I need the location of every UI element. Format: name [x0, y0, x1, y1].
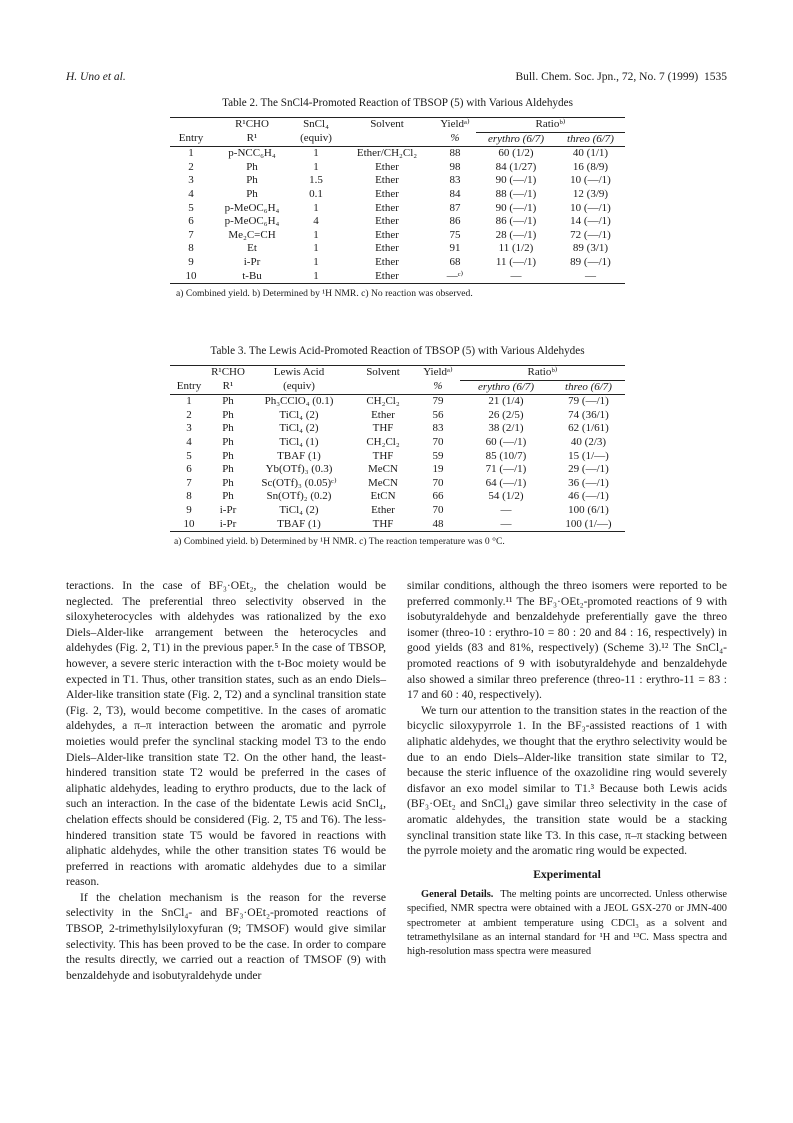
table-cell: 46 (—/1) — [568, 490, 609, 503]
table-cell: 1 — [313, 147, 319, 160]
table-cell: 100 (6/1) — [568, 503, 609, 516]
table-cell: Ether — [375, 228, 399, 241]
table-row — [170, 229, 625, 243]
table-cell: 0.1 — [309, 187, 323, 200]
table-header-cell: (equiv) — [292, 132, 340, 147]
table-cell: 1 — [186, 395, 192, 408]
table-row — [170, 409, 625, 423]
table-cell: 72 (—/1) — [570, 228, 611, 241]
experimental-paragraph — [407, 888, 727, 959]
body-paragraph: We turn our attention to the transition states in the reaction of the bicyclic siloxypyrrole 1. In the BF₃-assisted reactions of 1 with aliphatic aldehydes, we thought that the erythro selectivity would be due to an endo Diels–Alder-like transition state similar to T2, because the steric influence of the oxazolidine ring would severely disfavor an exo model similar to T1.³ Because both Lewis acids (BF₃·OEt₂ and SnCl₄) gave similar threo selectivity in the case of aromatic aldehydes, the transition state would be a stacking synclinal transition state like T3. In this case, π–π stacking between the pyrrole moiety and the aromatic ring would be expected. — [407, 703, 727, 858]
table-cell: TiCl₄ (2) — [279, 503, 319, 516]
table-cell: THF — [350, 518, 416, 532]
table-cell: — — [556, 270, 625, 284]
table-cell: 88 — [449, 147, 461, 160]
table-cell: 86 (—/1) — [495, 215, 537, 228]
table-header-cell: Ratioᵇ⁾ — [460, 366, 625, 381]
table-cell: 84 — [449, 187, 461, 200]
table-2-header-row — [170, 132, 625, 147]
table-cell: 36 (—/1) — [568, 476, 609, 489]
table-cell: Ph₃CClO₄ (0.1) — [264, 395, 334, 408]
table-cell: Ph — [222, 435, 234, 448]
table-cell: 1 — [313, 160, 319, 173]
table-header-cell: erythro (6/7) — [476, 132, 556, 147]
table-cell: MeCN — [368, 476, 398, 489]
running-head-authors: H. Uno et al. — [66, 71, 126, 83]
table-cell: 75 — [449, 228, 461, 241]
table-cell: 90 (—/1) — [495, 201, 537, 214]
table-cell: Ph — [222, 476, 234, 489]
table-cell: CH₂Cl₂ — [366, 435, 400, 448]
table-cell: 21 (1/4) — [488, 395, 524, 408]
table-cell: 1 — [313, 228, 319, 241]
table-header-cell: R¹ — [212, 132, 292, 147]
table-cell: 11 (—/1) — [495, 255, 537, 268]
table-cell: 4 — [188, 187, 194, 200]
table-cell: 1 — [313, 242, 319, 255]
table-header-cell: Entry — [170, 132, 212, 147]
table-cell: TBAF (1) — [248, 518, 350, 532]
body-paragraph: teractions. In the case of BF₃·OEt₂, the chelation would be neglected. The preferential threo selectivity observed in the siloxyheterocycles with aldehydes was rationalized by the exo Diels–Alder-like arrangement between the heterocycles and aldehydes (Fig. 2, T1) in the previous paper.⁵ In the case of TBSOP, however, a severe steric interaction with the t-Boc moiety would be expected in T1. Thus, other transition states, such as an endo Diels–Alder-like transition state (Fig. 2, T2) and a synclinal transition state (Fig. 2, T3), would become competitive. In the cases of aromatic aldehydes, a π–π interaction between the aromatic and pyrrole moieties would prefer the synclinal stacking model T3 to the endo Diels–Alder-like transition state T2. On the other hand, the least-hindered transition state T2 would be preferred in the cases of aliphatic aldehydes, leading to erythro products, due to the lack of such an interaction. In the case of the bidentate Lewis acid SnCl₄, chelation effects should be considered (Fig. 2, T5 and T6). The less-hindered transition state T5 would be favored in reactions with aliphatic aldehydes, while the other transition states T6 would be preferred in reactions with aromatic aldehydes due to a similar reason. — [66, 579, 386, 889]
table-header-cell — [340, 132, 434, 147]
table-row — [170, 147, 625, 161]
table-row — [170, 450, 625, 464]
table-header-cell: Solvent — [340, 118, 434, 133]
table-cell: 29 (—/1) — [568, 463, 609, 476]
table-cell: 79 — [432, 395, 444, 408]
table-header-cell: (equiv) — [248, 380, 350, 395]
table-cell: Ether/CH₂Cl₂ — [356, 147, 418, 160]
table-header-cell: threo (6/7) — [556, 132, 625, 147]
table-cell: 40 (2/3) — [570, 435, 607, 448]
table-cell: 91 — [449, 242, 461, 255]
table-cell: 90 (—/1) — [495, 174, 537, 187]
table-2-header-row — [170, 118, 625, 133]
table-cell: Ether — [375, 242, 399, 255]
table-cell: Ph — [222, 422, 234, 435]
table-cell: 10 — [170, 270, 212, 284]
left-column — [66, 578, 386, 983]
table-cell: Ether — [371, 503, 395, 516]
table-cell: Et — [247, 242, 257, 255]
table-cell: 1 — [313, 255, 319, 268]
table-row — [170, 270, 625, 284]
body-paragraph: similar conditions, although the threo isomers were reported to be preferred commonly.¹¹ The BF₃·OEt₂-promoted reactions of 9 with isobutyraldehyde and benzaldehyde preferentially gave the threo isomer (threo-10 : erythro-10 = 80 : 20 and 84 : 16, respectively) in good yields (83 and 81%, respectively) (Scheme 3).¹² The SnCl₄-promoted reactions of 9 with isobutyraldehyde and benzaldehyde also showed a similar threo preference (threo-11 : erythro-11 = 83 : 17 and 60 : 40, respectively). — [407, 579, 727, 702]
table-cell: 64 (—/1) — [485, 476, 527, 489]
table-cell: 6 — [188, 215, 194, 228]
table-cell: 38 (2/1) — [488, 422, 524, 435]
table-header-cell: Yieldᵃ⁾ — [416, 366, 460, 381]
table-cell: 85 (10/7) — [485, 449, 527, 462]
table-row — [170, 161, 625, 175]
table-cell: Ph — [222, 395, 234, 408]
table-cell: 70 — [432, 503, 444, 516]
table-cell: t-Bu — [212, 270, 292, 284]
table-cell: i-Pr — [219, 503, 237, 516]
table-header-cell: Yieldᵃ⁾ — [434, 118, 476, 133]
table-cell: p-MeOC₆H₄ — [224, 215, 280, 228]
table-cell: 10 — [170, 518, 208, 532]
table-cell: 2 — [186, 408, 192, 421]
table-cell: p-MeOC₆H₄ — [224, 201, 280, 214]
table-header-cell: Ratioᵇ⁾ — [476, 118, 625, 133]
table-cell: 71 (—/1) — [485, 463, 527, 476]
table-cell: 79 (—/1) — [568, 395, 609, 408]
table-cell: i-Pr — [208, 518, 248, 532]
table-cell: TiCl₄ (1) — [279, 435, 319, 448]
table-cell: TiCl₄ (2) — [279, 422, 319, 435]
table-cell: Ph — [222, 449, 234, 462]
table-row — [170, 242, 625, 256]
table-header-cell: R¹CHO — [212, 118, 292, 133]
table-cell: 4 — [313, 215, 319, 228]
table-2 — [170, 97, 625, 299]
table-cell: 15 (1/—) — [568, 449, 609, 462]
table-cell: 98 — [449, 160, 461, 173]
table-cell: 4 — [186, 435, 192, 448]
table-header-cell: threo (6/7) — [552, 380, 625, 395]
table-cell: 28 (—/1) — [495, 228, 537, 241]
table-cell: Ether — [375, 215, 399, 228]
table-3-body — [170, 395, 625, 532]
table-cell: Yb(OTf)₃ (0.3) — [265, 463, 333, 476]
table-cell: 62 (1/61) — [568, 422, 609, 435]
section-heading: Experimental — [533, 867, 601, 881]
table-2-grid — [170, 117, 625, 284]
table-cell: Ph — [246, 174, 258, 187]
table-cell: 89 (—/1) — [570, 255, 611, 268]
table-cell: TBAF (1) — [277, 449, 321, 462]
table-cell: MeCN — [368, 463, 398, 476]
table-header-cell: SnCl₄ — [292, 118, 340, 133]
table-cell: THF — [372, 422, 394, 435]
table-cell: 1 — [188, 147, 194, 160]
table-2-footnote: a) Combined yield. b) Determined by ¹H NMR. c) No reaction was observed. — [176, 288, 473, 300]
table-cell: 8 — [186, 490, 192, 503]
right-column — [407, 578, 727, 959]
table-cell: Sn(OTf)₂ (0.2) — [266, 490, 332, 503]
table-cell: 68 — [449, 255, 461, 268]
table-header-cell: Lewis Acid — [248, 366, 350, 381]
table-cell: 60 (1/2) — [498, 147, 534, 160]
experimental-text: The melting points are uncorrected. Unless otherwise specified, NMR spectra were obtained with a JEOL GSX-270 or JMN-400 spectrometer at ambient temperature using CDCl₃ as a solvent and tetramethylsilane as an internal standard for ¹H and ¹³C. Mass spectra and high-resolution mass spectra were measured — [407, 889, 728, 958]
table-cell: 1 — [292, 270, 340, 284]
table-cell: 56 — [432, 408, 444, 421]
table-cell: Ether — [375, 255, 399, 268]
table-cell: 89 (3/1) — [572, 242, 609, 255]
table-cell: — — [476, 270, 556, 284]
table-3-caption: Table 3. The Lewis Acid-Promoted Reaction of TBSOP (5) with Various Aldehydes — [210, 345, 585, 357]
table-cell: TiCl₄ (2) — [279, 408, 319, 421]
table-cell: 54 (1/2) — [488, 490, 524, 503]
table-cell: 7 — [186, 476, 192, 489]
table-cell: Me₂C=CH — [228, 228, 276, 241]
table-row — [170, 174, 625, 188]
table-cell: 48 — [416, 518, 460, 532]
table-cell: Ether — [371, 408, 395, 421]
table-cell: 26 (2/5) — [488, 408, 524, 421]
body-paragraph: If the chelation mechanism is the reason for the reverse selectivity in the SnCl₄- and BF₃·OEt₂-promoted reactions of TBSOP, 2-trimethylsilyloxyfuran (9; TMSOF) would give similar selectivity. This has been proved to be the case. In order to compare the results directly, we carried out a reaction of TMSOF (9) with benzaldehyde and isobutyraldehyde under — [66, 890, 386, 982]
table-cell: 9 — [186, 503, 192, 516]
table-cell: Sc(OTf)₃ (0.05)ᶜ⁾ — [261, 476, 337, 489]
table-cell: CH₂Cl₂ — [366, 395, 400, 408]
table-cell: 1 — [313, 201, 319, 214]
table-3-header-row — [170, 380, 625, 395]
table-cell: 3 — [188, 174, 194, 187]
table-row — [170, 256, 625, 270]
table-cell: 70 — [432, 435, 444, 448]
table-cell: Ph — [246, 160, 258, 173]
table-row — [170, 463, 625, 477]
table-row — [170, 202, 625, 216]
table-cell: 74 (36/1) — [568, 408, 609, 421]
table-cell: 19 — [432, 463, 444, 476]
table-header-cell — [350, 380, 416, 395]
table-header-cell: R¹ — [208, 380, 248, 395]
table-cell: 14 (—/1) — [570, 215, 611, 228]
table-3-footnote: a) Combined yield. b) Determined by ¹H NMR. c) The reaction temperature was 0 °C. — [174, 536, 505, 548]
table-header-cell: Entry — [170, 380, 208, 395]
journal-citation: Bull. Chem. Soc. Jpn., 72, No. 7 (1999) — [515, 71, 699, 83]
table-2-body — [170, 147, 625, 284]
table-row — [170, 518, 625, 532]
table-cell: 16 (8/9) — [572, 160, 609, 173]
table-cell: Ph — [222, 463, 234, 476]
table-cell: 5 — [188, 201, 194, 214]
table-cell: Ether — [375, 201, 399, 214]
table-cell: i-Pr — [243, 255, 261, 268]
page-number: 1535 — [704, 71, 727, 83]
table-cell: 84 (1/27) — [495, 160, 537, 173]
table-cell: 88 (—/1) — [495, 187, 537, 200]
table-cell: p-NCC₆H₄ — [228, 147, 276, 160]
table-cell: 12 (3/9) — [572, 187, 609, 200]
table-cell: 1.5 — [309, 174, 323, 187]
table-row — [170, 215, 625, 229]
table-cell: 83 — [449, 174, 461, 187]
table-cell: Ether — [375, 187, 399, 200]
table-cell: 8 — [188, 242, 194, 255]
table-cell: Ether — [375, 160, 399, 173]
running-head — [66, 71, 727, 87]
table-cell: — — [500, 503, 512, 516]
table-cell: 66 — [432, 490, 444, 503]
table-3-grid — [170, 365, 625, 532]
table-cell: Ph — [222, 408, 234, 421]
table-cell: 7 — [188, 228, 194, 241]
table-cell: 70 — [432, 476, 444, 489]
table-cell: Ph — [246, 187, 258, 200]
table-cell: Ether — [375, 174, 399, 187]
run-in-heading: General Details. — [421, 889, 494, 901]
table-cell: EtCN — [370, 490, 396, 503]
table-row — [170, 395, 625, 409]
table-cell: — — [460, 518, 552, 532]
table-cell: 9 — [188, 255, 194, 268]
table-cell: 87 — [449, 201, 461, 214]
table-cell: 5 — [186, 449, 192, 462]
table-cell: 10 (—/1) — [570, 201, 611, 214]
table-header-cell: erythro (6/7) — [460, 380, 552, 395]
table-header-cell: R¹CHO — [208, 366, 248, 381]
table-header-cell: Solvent — [350, 366, 416, 381]
table-header-cell: % — [416, 380, 460, 395]
table-2-caption: Table 2. The SnCl4-Promoted Reaction of TBSOP (5) with Various Aldehydes — [222, 97, 573, 109]
table-3-header-row — [170, 366, 625, 381]
table-cell: 60 (—/1) — [485, 435, 527, 448]
table-row — [170, 188, 625, 202]
table-cell: THF — [372, 449, 394, 462]
table-cell: 59 — [432, 449, 444, 462]
table-header-cell: % — [434, 132, 476, 147]
table-cell: 40 (1/1) — [572, 147, 609, 160]
table-cell: 2 — [188, 160, 194, 173]
table-row — [170, 490, 625, 504]
table-cell: 10 (—/1) — [570, 174, 611, 187]
table-cell: 100 (1/—) — [552, 518, 625, 532]
table-3 — [170, 345, 625, 547]
table-row — [170, 436, 625, 450]
table-cell: 86 — [449, 215, 461, 228]
table-cell: —ᶜ⁾ — [434, 270, 476, 284]
table-cell: 6 — [186, 463, 192, 476]
table-cell: 11 (1/2) — [498, 242, 534, 255]
running-head-journal — [516, 71, 727, 83]
table-row — [170, 422, 625, 436]
table-cell: Ph — [222, 490, 234, 503]
table-cell: 83 — [432, 422, 444, 435]
table-cell: Ether — [340, 270, 434, 284]
table-row — [170, 477, 625, 491]
table-row — [170, 504, 625, 518]
table-cell: 3 — [186, 422, 192, 435]
